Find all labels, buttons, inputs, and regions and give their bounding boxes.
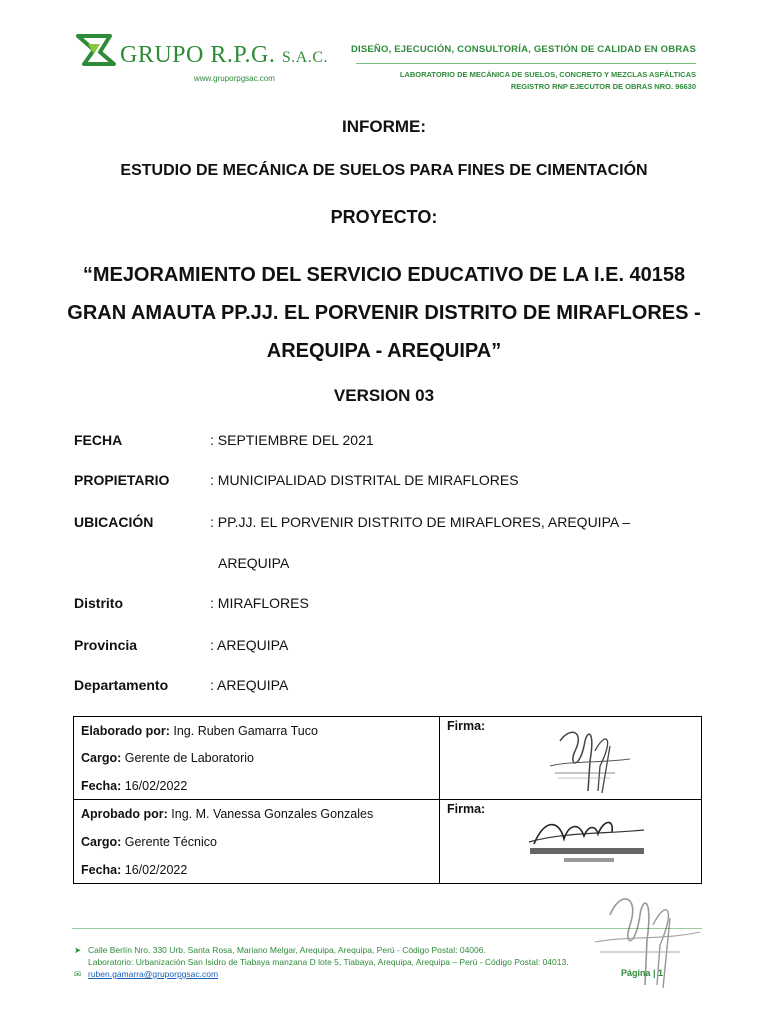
header-divider bbox=[356, 63, 696, 64]
page-number: Página | 1 bbox=[621, 968, 664, 978]
footer-lab-row bbox=[74, 956, 569, 968]
provincia-label: Provincia bbox=[74, 637, 138, 653]
project-title-line-2: GRAN AMAUTA PP.JJ. EL PORVENIR DISTRITO DE MIRAFLORES - bbox=[67, 302, 701, 324]
aprobado-cargo-line bbox=[81, 835, 217, 849]
elaborado-name: Ing. Ruben Gamarra Tuco bbox=[169, 724, 318, 738]
header-registry-line: REGISTRO RNP EJECUTOR DE OBRAS NRO. 96630 bbox=[510, 82, 696, 91]
aprobado-cargo: Gerente Técnico bbox=[121, 835, 217, 849]
email-icon: ✉ bbox=[74, 969, 82, 979]
elaborado-fecha: 16/02/2022 bbox=[121, 779, 188, 793]
signature-row-aprobado bbox=[74, 800, 701, 883]
elaborado-label: Elaborado por: bbox=[81, 724, 170, 738]
firma-label-2: Firma: bbox=[447, 802, 486, 816]
signature-row-elaborado bbox=[74, 717, 701, 800]
ubicacion-label: UBICACIÓN bbox=[74, 514, 154, 530]
aprobado-fecha: 16/02/2022 bbox=[121, 863, 188, 877]
distrito-value: : MIRAFLORES bbox=[210, 595, 309, 611]
propietario-label: PROPIETARIO bbox=[74, 472, 170, 488]
company-name-text: GRUPO R.P.G. bbox=[120, 42, 276, 68]
ubicacion-value: : PP.JJ. EL PORVENIR DISTRITO DE MIRAFLORES, AREQUIPA – bbox=[210, 514, 631, 530]
elaborado-line bbox=[81, 724, 318, 738]
footer-email-link[interactable]: ruben.gamarra@gruporpgsac.com bbox=[88, 969, 219, 979]
footer bbox=[74, 944, 569, 980]
elaborado-signature-cell bbox=[440, 717, 701, 799]
aprobado-cargo-label: Cargo: bbox=[81, 835, 122, 849]
fecha-label: FECHA bbox=[74, 432, 123, 448]
proyecto-heading: PROYECTO: bbox=[330, 207, 438, 227]
footer-signature-image bbox=[585, 880, 705, 990]
aprobado-label: Aprobado por: bbox=[81, 807, 168, 821]
aprobado-fecha-label: Fecha: bbox=[81, 863, 122, 877]
elaborado-signature-image bbox=[540, 721, 640, 795]
elaborado-details bbox=[74, 717, 440, 799]
footer-email-row bbox=[74, 968, 569, 980]
elaborado-fecha-label: Fecha: bbox=[81, 779, 122, 793]
departamento-value: : AREQUIPA bbox=[210, 677, 289, 693]
elaborado-cargo-line bbox=[81, 751, 254, 765]
aprobado-line bbox=[81, 807, 373, 821]
aprobado-details bbox=[74, 800, 440, 883]
elaborado-fecha-line bbox=[81, 779, 187, 793]
elaborado-cargo-label: Cargo: bbox=[81, 751, 122, 765]
aprobado-signature-image bbox=[524, 814, 654, 874]
fecha-value: : SEPTIEMBRE DEL 2021 bbox=[210, 432, 374, 448]
project-title bbox=[0, 256, 768, 370]
footer-address: Calle Berlín Nro. 330 Urb. Santa Rosa, Mariano Melgar, Arequipa, Arequipa, Perú - Código Postal: 04006. bbox=[88, 945, 486, 955]
signature-table bbox=[73, 716, 702, 884]
aprobado-name: Ing. M. Vanessa Gonzales Gonzales bbox=[167, 807, 374, 821]
project-title-line-1: “MEJORAMIENTO DEL SERVICIO EDUCATIVO DE LA I.E. 40158 bbox=[82, 264, 686, 286]
aprobado-signature-cell bbox=[440, 800, 701, 883]
footer-address-row bbox=[74, 944, 569, 956]
company-name bbox=[120, 42, 328, 69]
rpg-logo-icon bbox=[70, 26, 118, 74]
footer-lab-address: Laboratorio: Urbanización San Isidro de Tiabaya manzana D lote 5, Tiabaya, Arequipa, Arequipa – Perú - Código Postal: 04013. bbox=[88, 957, 569, 967]
distrito-label: Distrito bbox=[74, 595, 123, 611]
departamento-label: Departamento bbox=[74, 677, 169, 693]
company-logo bbox=[70, 26, 329, 90]
ubicacion-value-continued: AREQUIPA bbox=[218, 555, 290, 571]
header-lab-line: LABORATORIO DE MECÁNICA DE SUELOS, CONCRETO Y MEZCLAS ASFÁLTICAS bbox=[399, 70, 696, 79]
company-suffix: S.A.C. bbox=[281, 49, 329, 66]
aprobado-fecha-line bbox=[81, 863, 187, 877]
propietario-value: : MUNICIPALIDAD DISTRITAL DE MIRAFLORES bbox=[210, 472, 519, 488]
version-label: VERSION 03 bbox=[333, 386, 435, 405]
study-title: ESTUDIO DE MECÁNICA DE SUELOS PARA FINES DE CIMENTACIÓN bbox=[120, 162, 648, 179]
elaborado-cargo: Gerente de Laboratorio bbox=[121, 751, 255, 765]
location-icon: ➤ bbox=[74, 945, 82, 955]
informe-heading: INFORME: bbox=[341, 117, 427, 136]
company-website: www.gruporpgsac.com bbox=[194, 74, 275, 83]
header-tagline: DISEÑO, EJECUCIÓN, CONSULTORÍA, GESTIÓN DE CALIDAD EN OBRAS bbox=[350, 44, 696, 55]
header-info bbox=[351, 44, 696, 93]
project-title-line-3: AREQUIPA - AREQUIPA” bbox=[266, 340, 502, 362]
provincia-value: : AREQUIPA bbox=[210, 637, 289, 653]
firma-label: Firma: bbox=[447, 719, 486, 733]
